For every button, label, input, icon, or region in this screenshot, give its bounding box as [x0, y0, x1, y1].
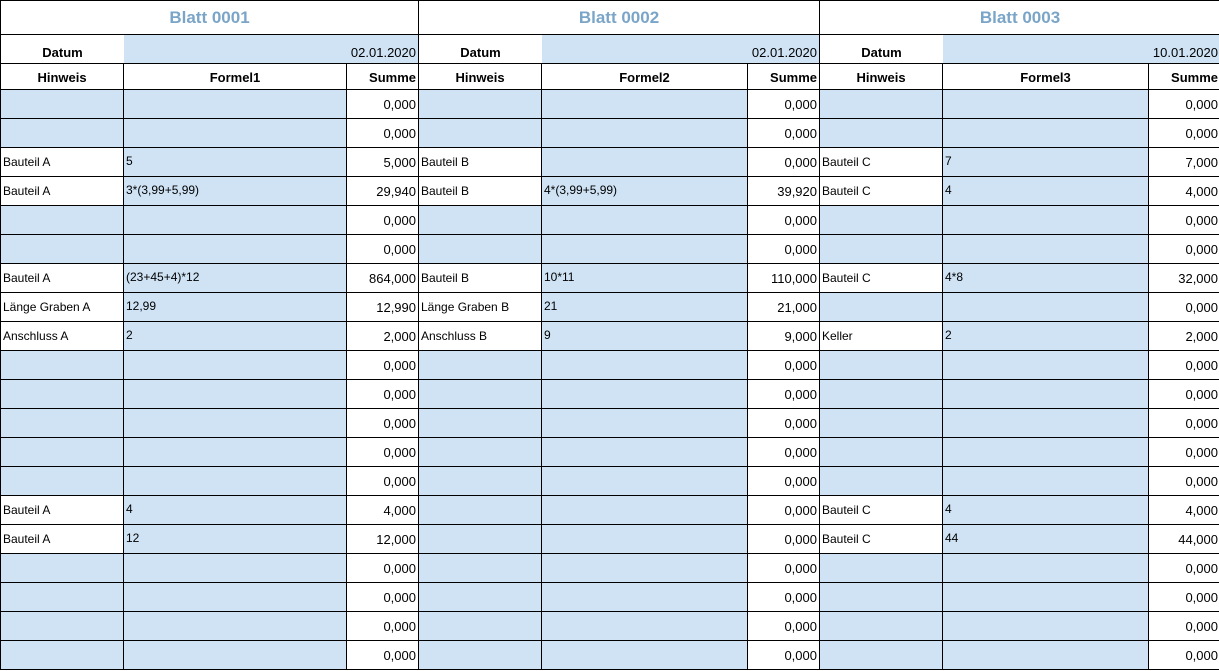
- hinweis-cell[interactable]: Bauteil C: [820, 496, 943, 525]
- formel-cell[interactable]: [542, 119, 748, 148]
- hinweis-cell[interactable]: [0, 235, 124, 264]
- formel-cell[interactable]: 4: [943, 177, 1149, 206]
- datum-value[interactable]: 02.01.2020: [542, 35, 820, 64]
- hinweis-cell[interactable]: Bauteil B: [419, 148, 542, 177]
- hinweis-cell[interactable]: [0, 583, 124, 612]
- summe-cell: 0,000: [748, 235, 820, 264]
- hinweis-cell[interactable]: Bauteil C: [820, 525, 943, 554]
- summe-cell: 0,000: [1149, 380, 1219, 409]
- hinweis-cell[interactable]: [820, 641, 943, 670]
- summe-cell: 21,000: [748, 293, 820, 322]
- summe-cell: 0,000: [748, 641, 820, 670]
- hinweis-cell[interactable]: [820, 438, 943, 467]
- hinweis-cell[interactable]: [820, 554, 943, 583]
- hinweis-cell[interactable]: [820, 90, 943, 119]
- formel-cell[interactable]: [542, 351, 748, 380]
- summe-cell: 0,000: [748, 583, 820, 612]
- formel-cell[interactable]: [943, 467, 1149, 496]
- formel-cell[interactable]: [124, 351, 347, 380]
- hinweis-cell[interactable]: [820, 583, 943, 612]
- formel-cell[interactable]: [124, 438, 347, 467]
- summe-cell: 4,000: [1149, 177, 1219, 206]
- hinweis-cell[interactable]: [419, 90, 542, 119]
- hinweis-cell[interactable]: Anschluss B: [419, 322, 542, 351]
- formel-cell[interactable]: 4: [124, 496, 347, 525]
- formel-cell[interactable]: 5: [124, 148, 347, 177]
- summe-cell: 0,000: [1149, 554, 1219, 583]
- formel-cell[interactable]: [124, 380, 347, 409]
- formel-cell[interactable]: [943, 583, 1149, 612]
- summe-cell: 0,000: [1149, 206, 1219, 235]
- summe-cell: 110,000: [748, 264, 820, 293]
- hinweis-cell[interactable]: [0, 206, 124, 235]
- formel-cell[interactable]: 9: [542, 322, 748, 351]
- formel-cell[interactable]: [542, 467, 748, 496]
- formel-cell[interactable]: [542, 583, 748, 612]
- hinweis-cell[interactable]: Bauteil B: [419, 177, 542, 206]
- hinweis-cell[interactable]: [0, 351, 124, 380]
- summe-cell: 4,000: [1149, 496, 1219, 525]
- hinweis-cell[interactable]: [0, 380, 124, 409]
- summe-cell: 0,000: [748, 438, 820, 467]
- hinweis-cell[interactable]: Bauteil A: [0, 525, 124, 554]
- formel-cell[interactable]: [542, 148, 748, 177]
- formel-cell[interactable]: [124, 612, 347, 641]
- formel-cell[interactable]: [542, 525, 748, 554]
- formel-cell[interactable]: 10*11: [542, 264, 748, 293]
- formel-cell[interactable]: 3*(3,99+5,99): [124, 177, 347, 206]
- datum-label: Datum: [419, 35, 542, 64]
- formel-cell[interactable]: [943, 206, 1149, 235]
- summe-cell: 29,940: [347, 177, 419, 206]
- formel-cell[interactable]: [542, 380, 748, 409]
- summe-cell: 0,000: [1149, 612, 1219, 641]
- formel-cell[interactable]: 44: [943, 525, 1149, 554]
- summe-cell: 0,000: [347, 206, 419, 235]
- datum-label: Datum: [0, 35, 124, 64]
- summe-cell: 0,000: [748, 525, 820, 554]
- summe-cell: 0,000: [347, 409, 419, 438]
- formel-cell[interactable]: [124, 235, 347, 264]
- summe-cell: 0,000: [1149, 351, 1219, 380]
- summe-cell: 0,000: [748, 380, 820, 409]
- hinweis-cell[interactable]: [0, 467, 124, 496]
- hinweis-cell[interactable]: [419, 583, 542, 612]
- hinweis-cell[interactable]: Bauteil A: [0, 177, 124, 206]
- summe-cell: 0,000: [1149, 90, 1219, 119]
- formel-cell[interactable]: [943, 90, 1149, 119]
- summe-cell: 0,000: [1149, 583, 1219, 612]
- hinweis-cell[interactable]: [419, 235, 542, 264]
- hinweis-cell[interactable]: Bauteil C: [820, 264, 943, 293]
- formel-cell[interactable]: 2: [943, 322, 1149, 351]
- hinweis-cell[interactable]: [0, 409, 124, 438]
- formel-cell[interactable]: 12,99: [124, 293, 347, 322]
- summe-cell: 0,000: [1149, 409, 1219, 438]
- summe-cell: 2,000: [347, 322, 419, 351]
- formel-cell[interactable]: [124, 583, 347, 612]
- formel-cell[interactable]: [542, 206, 748, 235]
- formel-cell[interactable]: [124, 641, 347, 670]
- formel-cell[interactable]: [542, 641, 748, 670]
- sheet-title: Blatt 0003: [820, 0, 1219, 35]
- formel-cell[interactable]: [124, 409, 347, 438]
- formel-cell[interactable]: (23+45+4)*12: [124, 264, 347, 293]
- hinweis-cell[interactable]: Länge Graben A: [0, 293, 124, 322]
- hinweis-cell[interactable]: [419, 496, 542, 525]
- hinweis-cell[interactable]: [419, 119, 542, 148]
- hinweis-cell[interactable]: [820, 612, 943, 641]
- summe-cell: 0,000: [748, 351, 820, 380]
- hinweis-cell[interactable]: [820, 351, 943, 380]
- summe-cell: 0,000: [347, 235, 419, 264]
- summe-cell: 12,000: [347, 525, 419, 554]
- formel-cell[interactable]: 4: [943, 496, 1149, 525]
- hinweis-cell[interactable]: [820, 380, 943, 409]
- column-header-hinweis: Hinweis: [0, 64, 124, 90]
- column-header-formel: Formel1: [124, 64, 347, 90]
- summe-cell: 0,000: [748, 409, 820, 438]
- summe-cell: 0,000: [347, 641, 419, 670]
- summe-cell: 0,000: [748, 90, 820, 119]
- formel-cell[interactable]: 12: [124, 525, 347, 554]
- hinweis-cell[interactable]: [820, 235, 943, 264]
- summe-cell: 0,000: [347, 583, 419, 612]
- column-header-formel: Formel3: [943, 64, 1149, 90]
- hinweis-cell[interactable]: Bauteil A: [0, 496, 124, 525]
- hinweis-cell[interactable]: [419, 380, 542, 409]
- hinweis-cell[interactable]: [419, 554, 542, 583]
- summe-cell: 0,000: [748, 148, 820, 177]
- summe-cell: 2,000: [1149, 322, 1219, 351]
- summe-cell: 7,000: [1149, 148, 1219, 177]
- summe-cell: 0,000: [748, 119, 820, 148]
- formel-cell[interactable]: 2: [124, 322, 347, 351]
- formel-cell[interactable]: [542, 90, 748, 119]
- column-header-summe: Summe: [1149, 64, 1219, 90]
- column-header-summe: Summe: [748, 64, 820, 90]
- summe-cell: 0,000: [1149, 641, 1219, 670]
- summe-cell: 0,000: [347, 90, 419, 119]
- hinweis-cell[interactable]: [820, 409, 943, 438]
- summe-cell: 4,000: [347, 496, 419, 525]
- formel-cell[interactable]: [542, 409, 748, 438]
- hinweis-cell[interactable]: [0, 119, 124, 148]
- formel-cell[interactable]: [124, 554, 347, 583]
- hinweis-cell[interactable]: Bauteil A: [0, 264, 124, 293]
- summe-cell: 0,000: [748, 612, 820, 641]
- hinweis-cell[interactable]: [820, 467, 943, 496]
- formel-cell[interactable]: [542, 438, 748, 467]
- hinweis-cell[interactable]: [419, 438, 542, 467]
- summe-cell: 0,000: [347, 554, 419, 583]
- formel-cell[interactable]: [943, 438, 1149, 467]
- formel-cell[interactable]: [943, 235, 1149, 264]
- column-header-summe: Summe: [347, 64, 419, 90]
- datum-label: Datum: [820, 35, 943, 64]
- summe-cell: 0,000: [748, 467, 820, 496]
- hinweis-cell[interactable]: [419, 409, 542, 438]
- summe-cell: 44,000: [1149, 525, 1219, 554]
- formel-cell[interactable]: 7: [943, 148, 1149, 177]
- summe-cell: 32,000: [1149, 264, 1219, 293]
- formel-cell[interactable]: [542, 496, 748, 525]
- summe-cell: 12,990: [347, 293, 419, 322]
- hinweis-cell[interactable]: [820, 119, 943, 148]
- summe-cell: 0,000: [1149, 235, 1219, 264]
- hinweis-cell[interactable]: [0, 438, 124, 467]
- formel-cell[interactable]: [943, 351, 1149, 380]
- summe-cell: 0,000: [347, 467, 419, 496]
- hinweis-cell[interactable]: [0, 612, 124, 641]
- hinweis-cell[interactable]: Bauteil A: [0, 148, 124, 177]
- hinweis-cell[interactable]: [419, 612, 542, 641]
- formel-cell[interactable]: [124, 206, 347, 235]
- hinweis-cell[interactable]: [0, 554, 124, 583]
- hinweis-cell[interactable]: Keller: [820, 322, 943, 351]
- summe-cell: 0,000: [748, 206, 820, 235]
- hinweis-cell[interactable]: Bauteil C: [820, 177, 943, 206]
- hinweis-cell[interactable]: [419, 467, 542, 496]
- formel-cell[interactable]: [943, 380, 1149, 409]
- column-header-hinweis: Hinweis: [820, 64, 943, 90]
- formel-cell[interactable]: [542, 554, 748, 583]
- summe-cell: 0,000: [347, 351, 419, 380]
- summe-cell: 864,000: [347, 264, 419, 293]
- formel-cell[interactable]: [943, 409, 1149, 438]
- formel-cell[interactable]: [943, 293, 1149, 322]
- hinweis-cell[interactable]: [820, 206, 943, 235]
- hinweis-cell[interactable]: Bauteil C: [820, 148, 943, 177]
- hinweis-cell[interactable]: [419, 525, 542, 554]
- formel-cell[interactable]: 4*(3,99+5,99): [542, 177, 748, 206]
- summe-cell: 0,000: [347, 119, 419, 148]
- hinweis-cell[interactable]: Bauteil B: [419, 264, 542, 293]
- summe-cell: 5,000: [347, 148, 419, 177]
- summe-cell: 0,000: [748, 554, 820, 583]
- summe-cell: 0,000: [1149, 438, 1219, 467]
- sheet-title: Blatt 0001: [0, 0, 419, 35]
- datum-value[interactable]: 02.01.2020: [124, 35, 419, 64]
- formel-cell[interactable]: [124, 119, 347, 148]
- summe-cell: 0,000: [1149, 293, 1219, 322]
- datum-value[interactable]: 10.01.2020: [943, 35, 1219, 64]
- formel-cell[interactable]: [542, 612, 748, 641]
- sheet-title: Blatt 0002: [419, 0, 820, 35]
- formel-cell[interactable]: [124, 467, 347, 496]
- summe-cell: 0,000: [1149, 119, 1219, 148]
- hinweis-cell[interactable]: [820, 293, 943, 322]
- summe-cell: 9,000: [748, 322, 820, 351]
- formel-cell[interactable]: [943, 554, 1149, 583]
- formel-cell[interactable]: 21: [542, 293, 748, 322]
- formel-cell[interactable]: [943, 612, 1149, 641]
- summe-cell: 0,000: [347, 380, 419, 409]
- hinweis-cell[interactable]: [419, 206, 542, 235]
- hinweis-cell[interactable]: [419, 641, 542, 670]
- hinweis-cell[interactable]: Anschluss A: [0, 322, 124, 351]
- formel-cell[interactable]: [124, 90, 347, 119]
- hinweis-cell[interactable]: [419, 351, 542, 380]
- column-header-hinweis: Hinweis: [419, 64, 542, 90]
- hinweis-cell[interactable]: [0, 90, 124, 119]
- hinweis-cell[interactable]: Länge Graben B: [419, 293, 542, 322]
- column-header-formel: Formel2: [542, 64, 748, 90]
- summe-cell: 0,000: [748, 496, 820, 525]
- summe-cell: 0,000: [347, 438, 419, 467]
- formel-cell[interactable]: 4*8: [943, 264, 1149, 293]
- formel-cell[interactable]: [943, 119, 1149, 148]
- summe-cell: 0,000: [1149, 467, 1219, 496]
- hinweis-cell[interactable]: [0, 641, 124, 670]
- formel-cell[interactable]: [542, 235, 748, 264]
- summe-cell: 0,000: [347, 612, 419, 641]
- summe-cell: 39,920: [748, 177, 820, 206]
- formel-cell[interactable]: [943, 641, 1149, 670]
